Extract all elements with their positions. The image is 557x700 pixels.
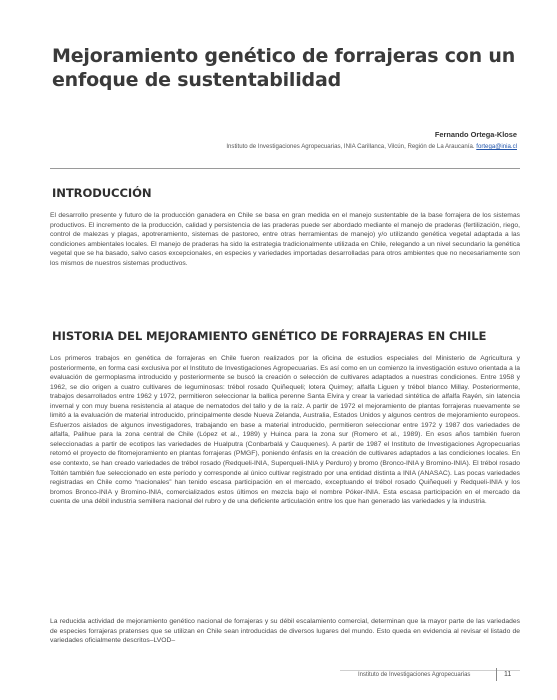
historia-paragraph-2: La reducida actividad de mejoramiento genético nacional de forrajeras y su débil escalamiento comercial, determinan que la mayor parte de las variedades de especies forrajeras pratenses que se utilizan en Chile sean introducidas de diversos lugares del mundo. Esto queda en evidencia al revisar el listado de variedades oficialmente descritos–LVOD– xyxy=(50,618,520,645)
affiliation-text: Instituto de Investigaciones Agropecuarias, INIA Carillanca, Vilcún, Región de La Araucanía. xyxy=(226,143,475,150)
page-number: 11 xyxy=(504,671,512,678)
header-divider xyxy=(50,168,520,169)
footer-institution: Instituto de Investigaciones Agropecuarias xyxy=(358,672,471,678)
footer-divider xyxy=(340,670,520,671)
historia-paragraph-1: Los primeros trabajos en genética de forrajeras en Chile fueron realizados por la oficina de estudios especiales del Ministerio de Agricultura y posteriormente, en forma casi exclusiva por el Instituto de Investigaciones Agropecuarias. Es así como en un comienzo la investigación estuvo orientada a la evaluación de germoplasma introducido y posteriormente se buscó la creación o selección de cultivares adaptados a nuestras condiciones. Entre 1958 y 1962, se dio origen a cuatro cultivares de leguminosas: trébol rosado Quiñequeli; lotera Quimey; alfalfa Liguen y trébol blanco Millay. Posteriormente, trabajos desarrollados entre 1962 y 1972, permitieron seleccionar la ballica perenne Santa Elvira y crear la variedad sintética de alfalfa Rayén, sin latencia invernal y con muy buena resistencia al ataque de nematodos del tallo y de la raíz. A partir de 1972 el mejoramiento de plantas forrajeras nuevamente se limitó a la evaluación de material introducido, principalmente desde Nueva Zelanda, Australia, Estados Unidos y algunos centros de mejoramiento europeos. Esfuerzos aislados de algunos investigadores, trabajando en base a material introducido, permitieron seleccionar entre 1972 y 1987 dos variedades de alfalfa, Palihue para la zona central de Chile (López et al., 1989) y Huinca para la zona sur (Romero et al., 1989). En esos años también fueron seleccionadas a partir de ecotipos las variedades de Hualputra (Conbarbalá y Cauquenes). A partir de 1987 el Instituto de Investigaciones Agropecuarias retomó el proyecto de fitomejoramiento en plantas forrajeras (PMGF), poniendo énfasis en la creación de cultivares adaptados a las condiciones locales. En ese contexto, se han creado variedades de trébol rosado (Redqueli-INIA, Superqueli-INIA y Perduro) y bromo (Bronco-INIA y Bromino-INIA). El trébol rosado Toltén también fue seleccionado en este período y corresponde al único cultivar registrado por una entidad distinta a INIA (ANASAC). Las pocas variedades registradas en Chile como “nacionales” han tenido escasa participación en el mercado, exceptuando el trébol rosado Quiñequeli y Redqueli-INIA y los bromos Bronco-INIA y Bromino-INIA, comercializados estos últimos en mezcla bajo el nombre Póker-INIA. Esta escasa participación en el mercado da cuenta de una débil industria semillera nacional del rubro y de una deficiente articulación entre los que han generado las variedades y la industria. xyxy=(50,355,520,506)
footer-separator xyxy=(496,668,497,681)
article-title: Mejoramiento genético de forrajeras con un enfoque de sustentabilidad xyxy=(52,45,516,91)
author-affiliation xyxy=(226,143,517,150)
section-heading-introduccion: INTRODUCCIÓN xyxy=(52,186,152,200)
author-email-link[interactable]: fortega@inia.cl xyxy=(476,143,517,150)
intro-paragraph: El desarrollo presente y futuro de la producción ganadera en Chile se basa en gran medida en el manejo sustentable de la base forrajera de los sistemas productivos. El incremento de la producción, calidad y persistencia de las praderas puede ser abordado mediante el manejo de praderas (fertilización, riego, control de malezas y plagas, apotreramiento, sistemas de pastoreo, entre otras herramientas de manejo) y/o utilizando genética vegetal adaptada a las condiciones ambientales locales. El manejo de praderas ha sido la estrategia tradicionalmente utilizada en Chile, relegando a un nivel secundario la genética vegetal que se ha basado, salvo casos excepcionales, en especies y variedades importadas desarrolladas para otros ambientes que no necesariamente son los mismos de nuestros sistemas productivos. xyxy=(50,212,520,267)
author-name: Fernando Ortega-Klose xyxy=(434,130,517,139)
section-heading-historia: HISTORIA DEL MEJORAMIENTO GENÉTICO DE FORRAJERAS EN CHILE xyxy=(52,329,487,343)
